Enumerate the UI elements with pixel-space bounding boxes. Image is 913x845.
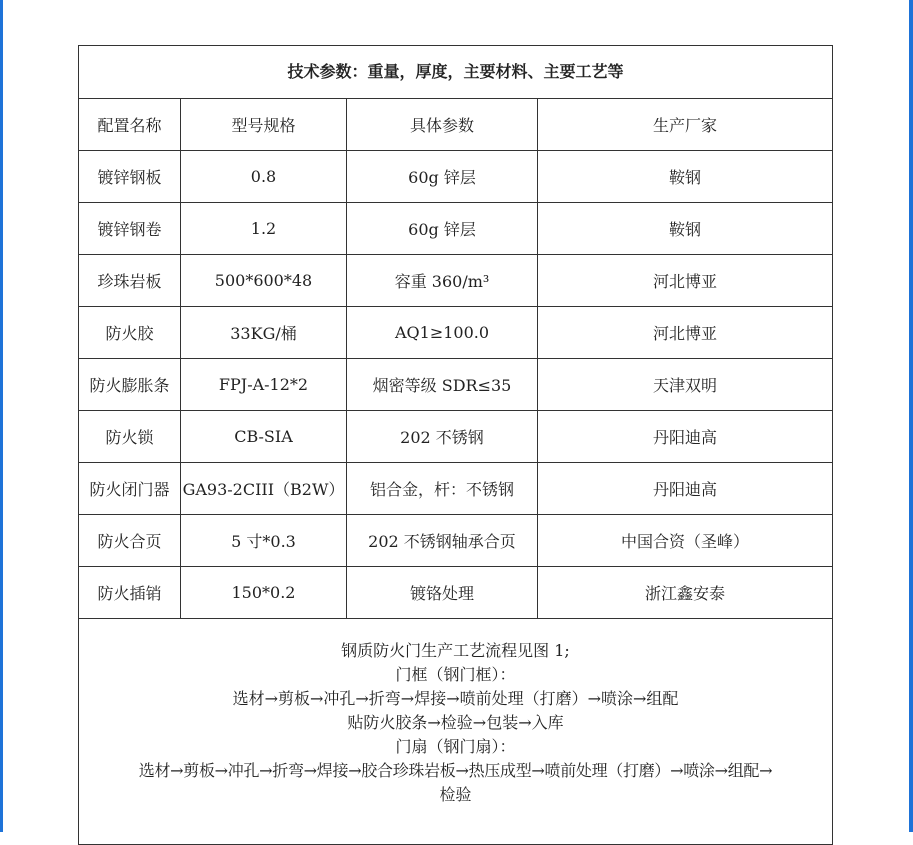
leaf-title: 门扇（钢门扇）： bbox=[395, 737, 516, 756]
header-maker: 生产厂家 bbox=[652, 116, 717, 135]
table-row bbox=[79, 151, 832, 203]
process-section bbox=[79, 619, 832, 807]
frame-title: 门框（钢门框）： bbox=[395, 665, 516, 684]
cell-params: 铝合金，杆：不锈钢 bbox=[347, 463, 538, 514]
header-name: 配置名称 bbox=[79, 99, 181, 150]
cell-name: 防火膨胀条 bbox=[79, 359, 181, 410]
cell-model: 1.2 bbox=[181, 203, 347, 254]
cell-name: 防火胶 bbox=[79, 307, 181, 358]
cell-model: 150*0.2 bbox=[181, 567, 347, 618]
cell-maker: 丹阳迪高 bbox=[652, 480, 717, 499]
table-row bbox=[79, 203, 832, 255]
cell-name: 防火锁 bbox=[79, 411, 181, 462]
cell-name: 防火合页 bbox=[79, 515, 181, 566]
cell-model: CB-SIA bbox=[181, 411, 347, 462]
header-params: 具体参数 bbox=[347, 99, 538, 150]
leaf-flow-line: 检验 bbox=[439, 785, 472, 804]
header-row bbox=[79, 99, 832, 151]
table-row bbox=[79, 307, 832, 359]
cell-name: 防火闭门器 bbox=[79, 463, 181, 514]
cell-params: 202 不锈钢 bbox=[347, 411, 538, 462]
process-intro: 钢质防火门生产工艺流程见图 1; bbox=[341, 641, 570, 660]
cell-model: 33KG/桶 bbox=[181, 307, 347, 358]
table-row bbox=[79, 515, 832, 567]
cell-name: 镀锌钢板 bbox=[79, 151, 181, 202]
cell-maker: 丹阳迪高 bbox=[652, 428, 717, 447]
cell-model: 5 寸*0.3 bbox=[181, 515, 347, 566]
left-edge-bar bbox=[0, 0, 3, 832]
cell-maker: 天津双明 bbox=[652, 376, 717, 395]
right-edge-bar bbox=[909, 0, 913, 832]
table-row bbox=[79, 411, 832, 463]
cell-maker: 鞍钢 bbox=[668, 168, 701, 187]
frame-flow-line: 选材→剪板→冲孔→折弯→焊接→喷前处理（打磨）→喷涂→组配 bbox=[232, 689, 679, 708]
cell-params: 60g 锌层 bbox=[347, 203, 538, 254]
leaf-flow-line: 选材→剪板→冲孔→折弯→焊接→胶合珍珠岩板→热压成型→喷前处理（打磨）→喷涂→组配→ bbox=[138, 761, 773, 780]
cell-model: 500*600*48 bbox=[181, 255, 347, 306]
cell-params: AQ1≥100.0 bbox=[347, 307, 538, 358]
cell-model: 0.8 bbox=[181, 151, 347, 202]
cell-model: GA93-2CIII（B2W） bbox=[181, 463, 347, 514]
cell-name: 镀锌钢卷 bbox=[79, 203, 181, 254]
cell-maker: 河北博亚 bbox=[652, 272, 717, 291]
table-row bbox=[79, 359, 832, 411]
cell-params: 60g 锌层 bbox=[347, 151, 538, 202]
table-row bbox=[79, 255, 832, 307]
cell-maker: 鞍钢 bbox=[668, 220, 701, 239]
cell-params: 烟密等级 SDR≤35 bbox=[347, 359, 538, 410]
cell-maker: 中国合资（圣峰） bbox=[620, 532, 749, 551]
cell-params: 容重 360/m³ bbox=[347, 255, 538, 306]
table-row bbox=[79, 567, 832, 619]
table-row bbox=[79, 463, 832, 515]
cell-params: 202 不锈钢轴承合页 bbox=[347, 515, 538, 566]
table-title: 技术参数：重量，厚度，主要材料、主要工艺等 bbox=[79, 46, 832, 99]
spec-table bbox=[78, 45, 833, 845]
cell-model: FPJ-A-12*2 bbox=[181, 359, 347, 410]
cell-maker: 河北博亚 bbox=[652, 324, 717, 343]
cell-params: 镀铬处理 bbox=[347, 567, 538, 618]
cell-maker: 浙江鑫安泰 bbox=[644, 584, 725, 603]
cell-name: 防火插销 bbox=[79, 567, 181, 618]
frame-flow-line: 贴防火胶条→检验→包装→入库 bbox=[347, 713, 564, 732]
cell-name: 珍珠岩板 bbox=[79, 255, 181, 306]
header-model: 型号规格 bbox=[181, 99, 347, 150]
